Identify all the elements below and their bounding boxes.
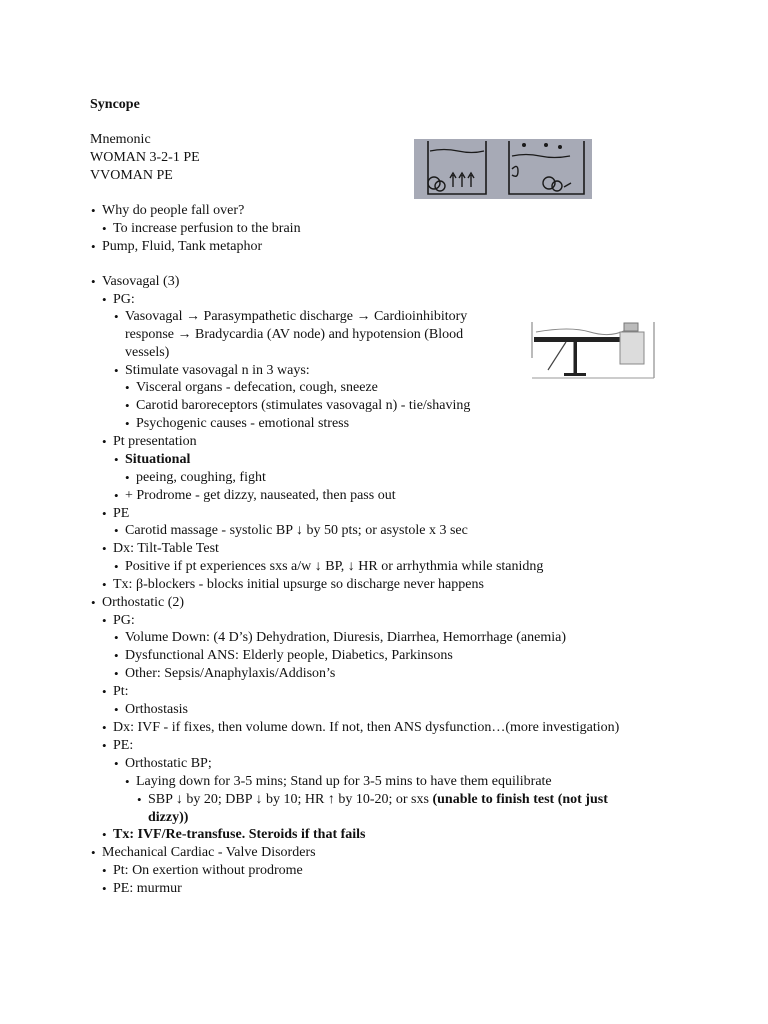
outline-line (113, 291, 135, 308)
outline-line-text: PG: (113, 292, 135, 307)
outline-line (125, 344, 169, 361)
outline-line-text: Vasovagal → Parasympathetic discharge → Cardioinhibitory (125, 309, 468, 324)
bullet-icon: • (114, 309, 119, 324)
bullet-icon: • (102, 434, 107, 449)
outline-line (113, 719, 619, 736)
outline-line (125, 701, 188, 718)
bullet-icon: • (125, 416, 130, 431)
outline-line-bold-text: (unable to finish test (not just (432, 792, 608, 807)
bullet-icon: • (102, 738, 107, 753)
bullet-icon: • (102, 577, 107, 592)
outline-line-text: Laying down for 3-5 mins; Stand up for 3-5 mins to have them equilibrate (136, 774, 552, 789)
bullet-icon: • (102, 613, 107, 628)
bullet-icon: • (91, 239, 96, 254)
outline-line (102, 238, 262, 255)
outline-line-text: SBP ↓ by 20; DBP ↓ by 10; HR ↑ by 10-20; or sxs (148, 792, 433, 807)
outline-line-text: Carotid massage - systolic BP ↓ by 50 pts; or asystole x 3 sec (125, 523, 468, 538)
mnemonic-line-2: VVOMAN PE (90, 168, 173, 183)
bullet-icon: • (102, 221, 107, 236)
outline-line-text: Pt presentation (113, 434, 197, 449)
outline-line-text: response → Bradycardia (AV node) and hypotension (Blood (125, 327, 464, 342)
outline-line (125, 487, 396, 504)
tilt-table-sketch (530, 318, 656, 380)
outline-line (113, 540, 219, 557)
outline-line (113, 880, 182, 897)
outline-line (125, 755, 212, 772)
outline-line (136, 469, 266, 486)
outline-line-text: Orthostatic (2) (102, 595, 185, 610)
outline-line (136, 773, 552, 790)
outline-line-text: Stimulate vasovagal n in 3 ways: (125, 363, 310, 378)
bullet-icon: • (114, 666, 119, 681)
page-title: Syncope (90, 97, 140, 112)
outline-line (125, 629, 566, 646)
outline-line-text: PG: (113, 613, 135, 628)
bullet-icon: • (125, 774, 130, 789)
outline-line-text: Orthostatic BP; (125, 756, 212, 771)
bullet-icon: • (114, 452, 119, 467)
outline-line-text: vessels) (125, 345, 170, 360)
bullet-icon: • (102, 827, 107, 842)
bullet-icon: • (137, 792, 142, 807)
outline-line-text: Dysfunctional ANS: Elderly people, Diabetics, Parkinsons (125, 648, 453, 663)
pump-fluid-tank-sketch (414, 139, 592, 199)
bullet-icon: • (102, 863, 107, 878)
outline-line (102, 844, 316, 861)
outline-line (102, 594, 184, 611)
outline-line-text: Visceral organs - defecation, cough, sneeze (136, 380, 378, 395)
outline-line-text: Tx: β-blockers - blocks initial upsurge so discharge never happens (113, 577, 484, 592)
outline-line-text: peeing, coughing, fight (136, 470, 266, 485)
bullet-icon: • (114, 559, 119, 574)
bullet-icon: • (102, 720, 107, 735)
outline-line (113, 737, 133, 754)
outline-line-text: PE: (113, 738, 134, 753)
outline-line-text: Carotid baroreceptors (stimulates vasovagal n) - tie/shaving (136, 398, 471, 413)
outline-line-text: Tx: IVF/Re-transfuse. Steroids if that fails (113, 827, 366, 842)
outline-line (113, 433, 197, 450)
bullet-icon: • (125, 380, 130, 395)
bullet-icon: • (125, 470, 130, 485)
bullet-icon: • (91, 595, 96, 610)
outline-line (125, 647, 453, 664)
mnemonic-heading: Mnemonic (90, 132, 151, 147)
outline-line (125, 665, 335, 682)
outline-line-text: Vasovagal (3) (102, 274, 180, 289)
bullet-icon: • (102, 881, 107, 896)
outline-line-text: Mechanical Cardiac - Valve Disorders (102, 845, 316, 860)
outline-line (113, 576, 484, 593)
outline-line-text: Other: Sepsis/Anaphylaxis/Addison’s (125, 666, 336, 681)
outline-line (148, 791, 608, 808)
bullet-icon: • (125, 398, 130, 413)
bullet-icon: • (102, 541, 107, 556)
bullet-icon: • (114, 756, 119, 771)
outline-line-text: Dx: Tilt-Table Test (113, 541, 219, 556)
outline-line-text: Psychogenic causes - emotional stress (136, 416, 350, 431)
outline-line-text: + Prodrome - get dizzy, nauseated, then pass out (125, 488, 396, 503)
bullet-icon: • (91, 274, 96, 289)
outline-line (125, 558, 543, 575)
outline-line (125, 362, 310, 379)
outline-line (113, 826, 366, 843)
bullet-icon: • (102, 292, 107, 307)
bullet-icon: • (102, 684, 107, 699)
outline-line-text: Why do people fall over? (102, 203, 245, 218)
outline-line-text: To increase perfusion to the brain (113, 221, 301, 236)
bullet-icon: • (102, 506, 107, 521)
outline-line-text: Pt: On exertion without prodrome (113, 863, 303, 878)
outline-line (136, 379, 378, 396)
outline-line (125, 308, 467, 325)
outline-line-text: Orthostasis (125, 702, 188, 717)
outline-line (125, 326, 463, 343)
outline-line-text: PE: murmur (113, 881, 182, 896)
outline-line-text: Dx: IVF - if fixes, then volume down. If not, then ANS dysfunction…(more investigation) (113, 720, 620, 735)
bullet-icon: • (114, 702, 119, 717)
outline-line (113, 612, 135, 629)
bullet-icon: • (114, 648, 119, 663)
mnemonic-line-1: WOMAN 3-2-1 PE (90, 150, 200, 165)
outline-line-text: Positive if pt experiences sxs a/w ↓ BP, ↓ HR or arrhythmia while stanidng (125, 559, 544, 574)
outline-line-text: Pump, Fluid, Tank metaphor (102, 239, 263, 254)
outline-line (113, 862, 303, 879)
outline-line-text: Situational (125, 452, 191, 467)
outline-line (102, 202, 244, 219)
bullet-icon: • (114, 523, 119, 538)
outline-line (102, 273, 179, 290)
outline-line (136, 415, 349, 432)
bullet-icon: • (91, 203, 96, 218)
bullet-icon: • (114, 488, 119, 503)
outline-line (113, 220, 301, 237)
outline-line-text: Volume Down: (4 D’s) Dehydration, Diuresis, Diarrhea, Hemorrhage (anemia) (125, 630, 566, 645)
outline-line (113, 505, 129, 522)
outline-line (125, 522, 468, 539)
bullet-icon: • (114, 630, 119, 645)
bullet-icon: • (114, 363, 119, 378)
outline-line (136, 397, 470, 414)
outline-line-text: Pt: (113, 684, 129, 699)
outline-line (125, 451, 190, 468)
outline-line-text: dizzy)) (148, 810, 189, 825)
outline-line (113, 683, 129, 700)
outline-line-text: PE (113, 506, 130, 521)
bullet-icon: • (91, 845, 96, 860)
outline-line (148, 809, 188, 826)
